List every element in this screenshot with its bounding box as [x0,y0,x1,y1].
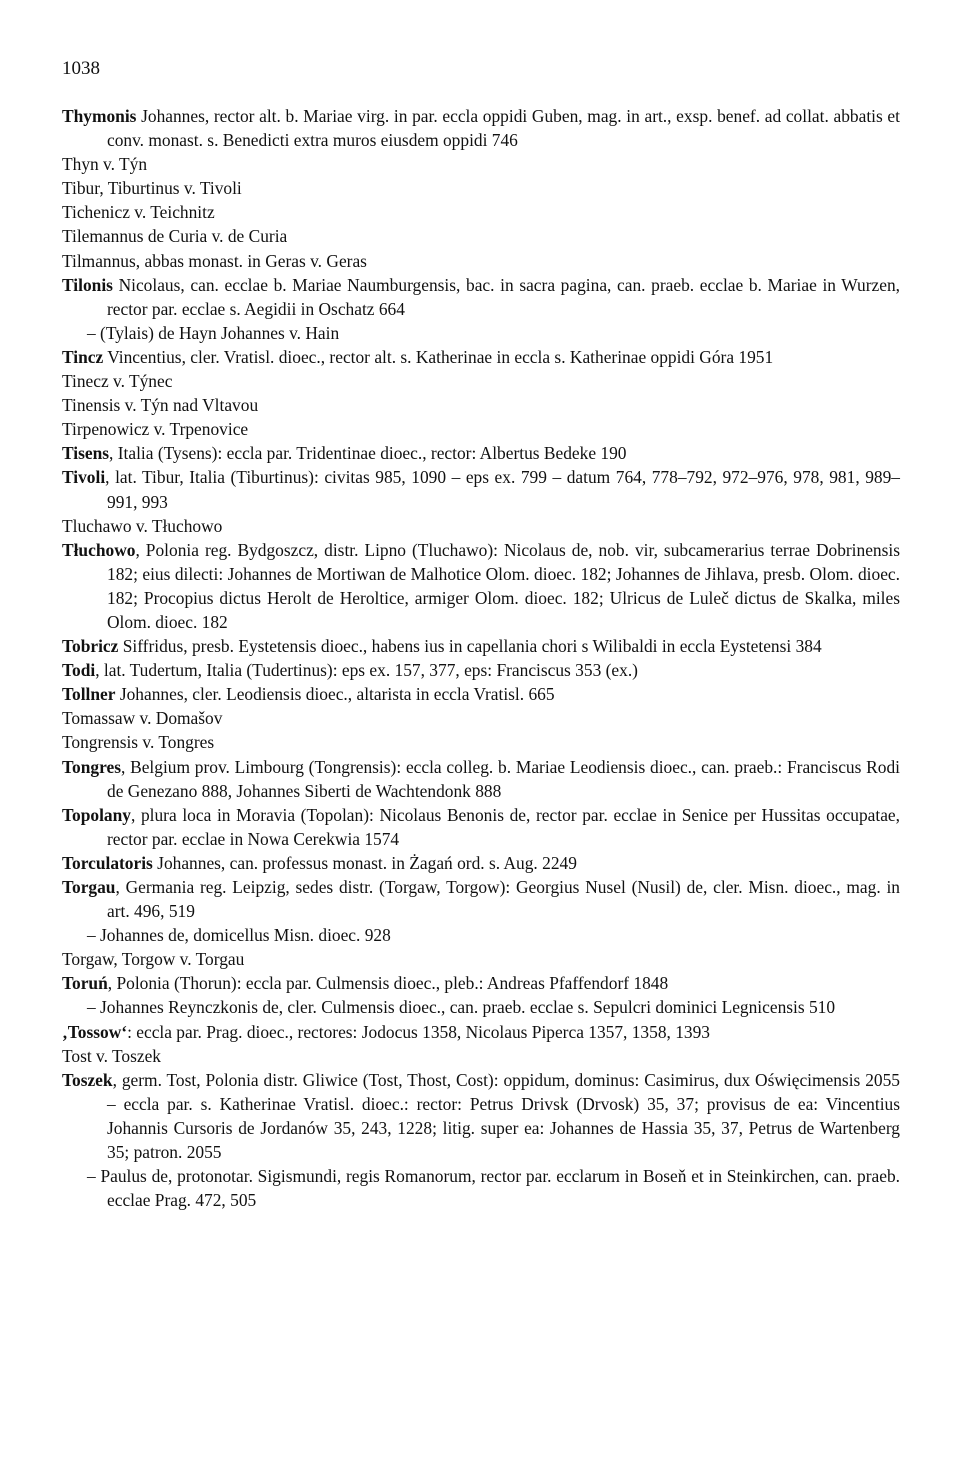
entry-text: Johannes, can. professus monast. in Żagań ord. s. Aug. 2249 [152,852,577,873]
entry-headword: Tollner [62,684,116,705]
entry-text: Vincentius, cler. Vratisl. dioec., rector alt. s. Katherinae in eccla s. Katherinae oppidi Góra 1951 [103,346,774,367]
index-entry [62,176,900,200]
entry-text: , lat. Tibur, Italia (Tiburtinus): civitas 985, 1090 – eps ex. 799 – datum 764, 778–792, 972–976, 978, 981, 989–991, 993 [105,467,900,512]
entry-headword: Torgau [62,877,116,897]
index-subentry [62,923,900,947]
index-entry [62,345,900,369]
index-subentry [62,321,900,345]
entry-headword: Toruń [62,973,108,994]
entry-text: Tluchawo v. Tłuchowo [62,515,223,536]
entry-text: Tongrensis v. Tongres [62,732,215,753]
index-entry [62,682,900,706]
index-entry [62,369,900,393]
entry-text: , Polonia (Thorun): eccla par. Culmensis dioec., pleb.: Andreas Pfaffendorf 1848 [107,973,669,994]
index-entry [62,971,900,995]
entry-text: , Polonia reg. Bydgoszcz, distr. Lipno (Tluchawo): Nicolaus de, nob. vir, subcamerarius terrae Dobrinensis 182; eius dilecti: Johannes de Mortiwan de Malhotice Olom. dioec. 182; Johannes de Jihlava, presb. Olom. dioec. 182; Procopius dictus Herolt de Heroltice, armiger Olom. dioec. 182; Ulricus de Luleč dictus de Skalka, miles Olom. dioec. 182 [107,539,900,632]
entry-text: , germ. Tost, Polonia distr. Gliwice (Tost, Thost, Cost): oppidum, dominus: Casimirus, dux Oświęcimensis 2055 – eccla par. s. Katherinae Vratisl. dioec.: rector: Petrus Drivsk (Drvosk) 35, 37; provisus de ea: Vincentius Johannis Cursoris de Jordanów 35, 243, 1228; litig. super ea: Johannes de Hassia 35, 37, Petrus de Wartenberg 35; patron. 2055 [107,1069,900,1163]
entry-text: Siffridus, presb. Eystetensis dioec., habens ius in capellania chori s Wilibaldi in eccla Eystetensi 384 [118,636,822,657]
entry-headword: Tisens [62,443,110,464]
index-entry [62,947,900,971]
entry-text: Tibur, Tiburtinus v. Tivoli [62,178,242,199]
entry-headword: Thymonis [62,106,137,126]
entry-headword: Tobricz [62,636,119,657]
entry-headword: Topolany [62,804,131,825]
entry-text: – (Tylais) de Hayn Johannes v. Hain [87,322,340,343]
entry-text: Tilemannus de Curia v. de Curia [62,226,288,247]
index-entry [62,755,900,803]
index-entry [62,730,900,754]
entry-text: – Johannes Reynczkonis de, cler. Culmensis dioec., can. praeb. ecclae s. Sepulcri dominici Legnicensis 510 [87,997,836,1018]
entry-text: Tilmannus, abbas monast. in Geras v. Geras [62,250,367,271]
index-entry [62,441,900,465]
entry-text: Tinensis v. Týn nad Vltavou [62,395,259,416]
page-number: 1038 [62,58,100,79]
index-subentry [62,1164,900,1212]
entry-text: Johannes, cler. Leodiensis dioec., altarista in eccla Vratisl. 665 [115,684,555,705]
index-entry [62,393,900,417]
entry-text: , Italia (Tysens): eccla par. Tridentinae dioec., rector: Albertus Bedeke 190 [109,443,627,464]
entry-headword: Todi [62,660,96,681]
entry-headword: Torculatoris [62,852,153,873]
entry-headword: ‚Tossow‘ [62,1021,128,1042]
entry-text: Nicolaus, can. ecclae b. Mariae Naumburgensis, bac. in sacra pagina, can. praeb. ecclae b. Mariae in Wurzen, rector par. ecclae s. Aegidii in Oschatz 664 [107,274,900,319]
index-entry [62,1068,900,1164]
entry-text: Torgaw, Torgow v. Torgau [62,949,245,970]
entry-headword: Tongres [62,756,121,777]
index-entry [62,417,900,441]
index-entries [62,104,900,1212]
index-entry [62,875,900,923]
entry-headword: Tilonis [62,274,113,295]
entry-text: Tomassaw v. Domašov [62,708,223,729]
index-entry [62,634,900,658]
entry-text: Thyn v. Týn [62,154,148,175]
entry-headword: Tivoli [62,467,106,488]
entry-text: – Paulus de, protonotar. Sigismundi, regis Romanorum, rector par. ecclarum in Boseň et in Steinkirchen, can. praeb. ecclae Prag. 472, 505 [87,1166,900,1211]
entry-text: Tinecz v. Týnec [62,371,173,392]
index-entry [62,104,900,152]
entry-text: , Belgium prov. Limbourg (Tongrensis): eccla colleg. b. Mariae Leodiensis dioec., can. praeb.: Franciscus Rodi de Genezano 888, Johannes Siberti de Wachtendonk 888 [107,756,900,801]
entry-text: , Germania reg. Leipzig, sedes distr. (Torgaw, Torgow): Georgius Nusel (Nusil) de, cler. Misn. dioec., mag. in art. 496, 519 [107,877,900,922]
entry-text: Tost v. Toszek [62,1045,162,1066]
entry-headword: Tincz [62,346,104,367]
entry-text: Tirpenowicz v. Trpenovice [62,419,249,440]
index-entry [62,851,900,875]
entry-text: , plura loca in Moravia (Topolan): Nicolaus Benonis de, rector par. ecclae in Senice per Hussitas occupatae, rector par. ecclae in Nowa Cerekwia 1574 [107,804,900,849]
index-entry [62,273,900,321]
index-entry [62,803,900,851]
entry-headword: Tłuchowo [62,539,136,560]
entry-text: , lat. Tudertum, Italia (Tudertinus): eps ex. 157, 377, eps: Franciscus 353 (ex.) [95,660,638,681]
index-entry [62,465,900,513]
index-entry [62,224,900,248]
entry-text: Tichenicz v. Teichnitz [62,202,215,223]
index-entry [62,249,900,273]
entry-text: Johannes, rector alt. b. Mariae virg. in par. eccla oppidi Guben, mag. in art., exsp. benef. ad collat. abbatis et conv. monast. s. Benedicti extra muros eiusdem oppidi 746 [107,106,900,151]
index-entry [62,538,900,634]
entry-text: – Johannes de, domicellus Misn. dioec. 928 [87,925,391,946]
index-entry [62,1044,900,1068]
index-entry [62,152,900,176]
entry-text: : eccla par. Prag. dioec., rectores: Jodocus 1358, Nicolaus Piperca 1357, 1358, 1393 [127,1021,710,1042]
index-entry [62,706,900,730]
index-entry [62,514,900,538]
index-subentry [62,995,900,1019]
index-entry [62,658,900,682]
entry-headword: Toszek [62,1069,113,1090]
index-entry [62,1020,900,1044]
index-entry [62,200,900,224]
